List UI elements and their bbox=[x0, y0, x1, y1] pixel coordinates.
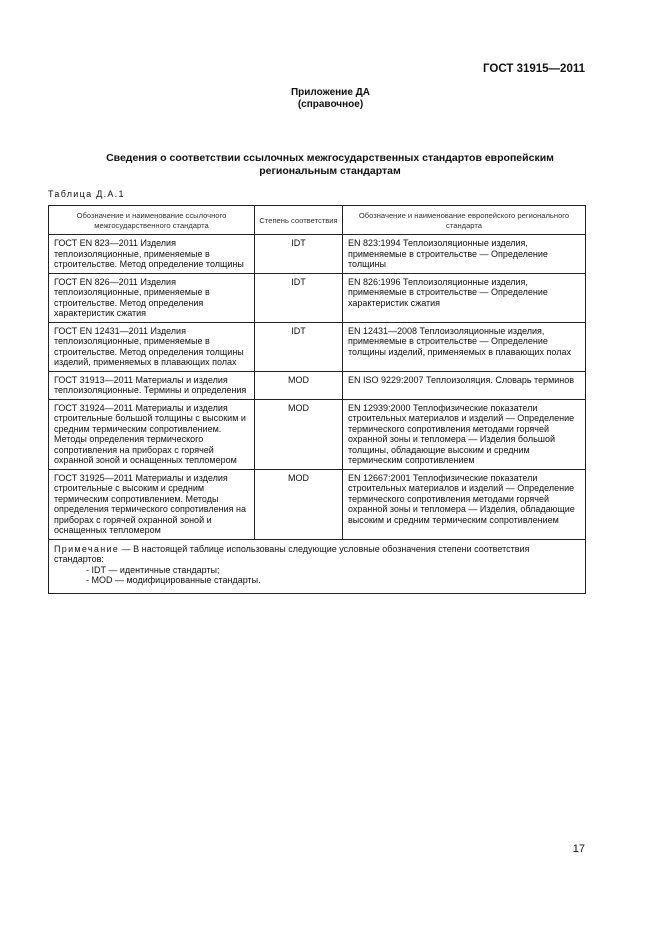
column-header-en: Обозначение и наименование европейского регионального стандарта bbox=[343, 206, 586, 235]
gost-cell: ГОСТ EN 823—2011 Изделия теплоизоляционные, применяемые в строительстве. Метод определение толщины bbox=[49, 235, 255, 274]
en-cell: EN 823:1994 Теплоизоляционные изделия, применяемые в строительстве — Определение толщины bbox=[343, 235, 586, 274]
gost-cell: ГОСТ EN 12431—2011 Изделия теплоизоляционные, применяемые в строительстве. Метод определения толщины изделий, применяемых в плавающих полах bbox=[49, 322, 255, 371]
table-row bbox=[49, 235, 586, 274]
heading-line-1: Сведения о соответствии ссылочных межгосударственных стандартов европейским bbox=[106, 152, 554, 164]
table-row bbox=[49, 273, 586, 322]
en-cell: EN 826:1996 Теплоизоляционные изделия, применяемые в строительстве — Определение характеристик сжатия bbox=[343, 273, 586, 322]
note-item-mod: - MOD — модифицированные стандарты. bbox=[86, 575, 261, 585]
appendix-subtitle: (справочное) bbox=[297, 99, 364, 110]
en-cell: EN 12431—2008 Теплоизоляционные изделия, применяемые в строительстве — Определение толщины изделий, применяемых в плавающих полах bbox=[343, 322, 586, 371]
table-note-row bbox=[49, 539, 586, 593]
gost-cell: ГОСТ 31925—2011 Материалы и изделия строительные с высоким и средним термическим сопротивлением. Методы определения термического сопротивления на приборах с горячей охранной зоной и оснащенных тепломером bbox=[49, 469, 255, 539]
degree-cell: MOD bbox=[255, 371, 343, 399]
heading-line-2: региональным стандартам bbox=[259, 165, 401, 177]
table-note bbox=[49, 539, 586, 593]
appendix-heading bbox=[0, 87, 661, 111]
note-item-idt: - IDT — идентичные стандарты; bbox=[86, 564, 220, 575]
degree-cell: MOD bbox=[255, 469, 343, 539]
degree-cell: IDT bbox=[255, 235, 343, 274]
document-code: ГОСТ 31915—2011 bbox=[483, 63, 585, 75]
table-header-row bbox=[49, 206, 586, 235]
column-header-gost: Обозначение и наименование ссылочного межгосударственного стандарта bbox=[49, 206, 255, 235]
page-number: 17 bbox=[572, 843, 585, 855]
table-row bbox=[49, 469, 586, 539]
table-row bbox=[49, 322, 586, 371]
degree-cell: MOD bbox=[255, 399, 343, 469]
degree-cell: IDT bbox=[255, 273, 343, 322]
en-cell: EN 12939:2000 Теплофизические показатели строительных материалов и изделий — Определение термического сопротивления методами горячей охранной зоны и тепломера — Изделия большой толщины, обладающие высоким и средним термическим сопротивлением bbox=[343, 399, 586, 469]
section-heading bbox=[55, 152, 605, 178]
column-header-degree: Степень соответствия bbox=[255, 206, 343, 235]
note-text: — В настоящей таблице использованы следующие условные обозначения степени соответствия стандартов: bbox=[54, 543, 530, 564]
table-row bbox=[49, 371, 586, 399]
gost-cell: ГОСТ EN 826—2011 Изделия теплоизоляционные, применяемые в строительстве. Метод определения характеристик сжатия bbox=[49, 273, 255, 322]
gost-cell: ГОСТ 31924—2011 Материалы и изделия строительные большой толщины с высоким и средним термическим сопротивлением. Методы определения термического сопротивления на приборах с горячей охранной зоной и оснащенных тепломером bbox=[49, 399, 255, 469]
table-caption: Таблица Д.А.1 bbox=[48, 189, 125, 199]
note-paragraph bbox=[54, 544, 580, 565]
en-cell: EN ISO 9229:2007 Теплоизоляция. Словарь терминов bbox=[343, 371, 586, 399]
note-title: Примечание bbox=[54, 543, 120, 554]
appendix-title: Приложение ДА bbox=[290, 87, 371, 98]
en-cell: EN 12667:2001 Теплофизические показатели строительных материалов и изделий — Определение термического сопротивления методами горячей охранной зоны и тепломера — Изделия, обладающие высоким и средним термическим сопротивлением bbox=[343, 469, 586, 539]
standards-correspondence-table bbox=[48, 205, 586, 594]
table-row bbox=[49, 399, 586, 469]
gost-cell: ГОСТ 31913—2011 Материалы и изделия теплоизоляционные. Термины и определения bbox=[49, 371, 255, 399]
degree-cell: IDT bbox=[255, 322, 343, 371]
